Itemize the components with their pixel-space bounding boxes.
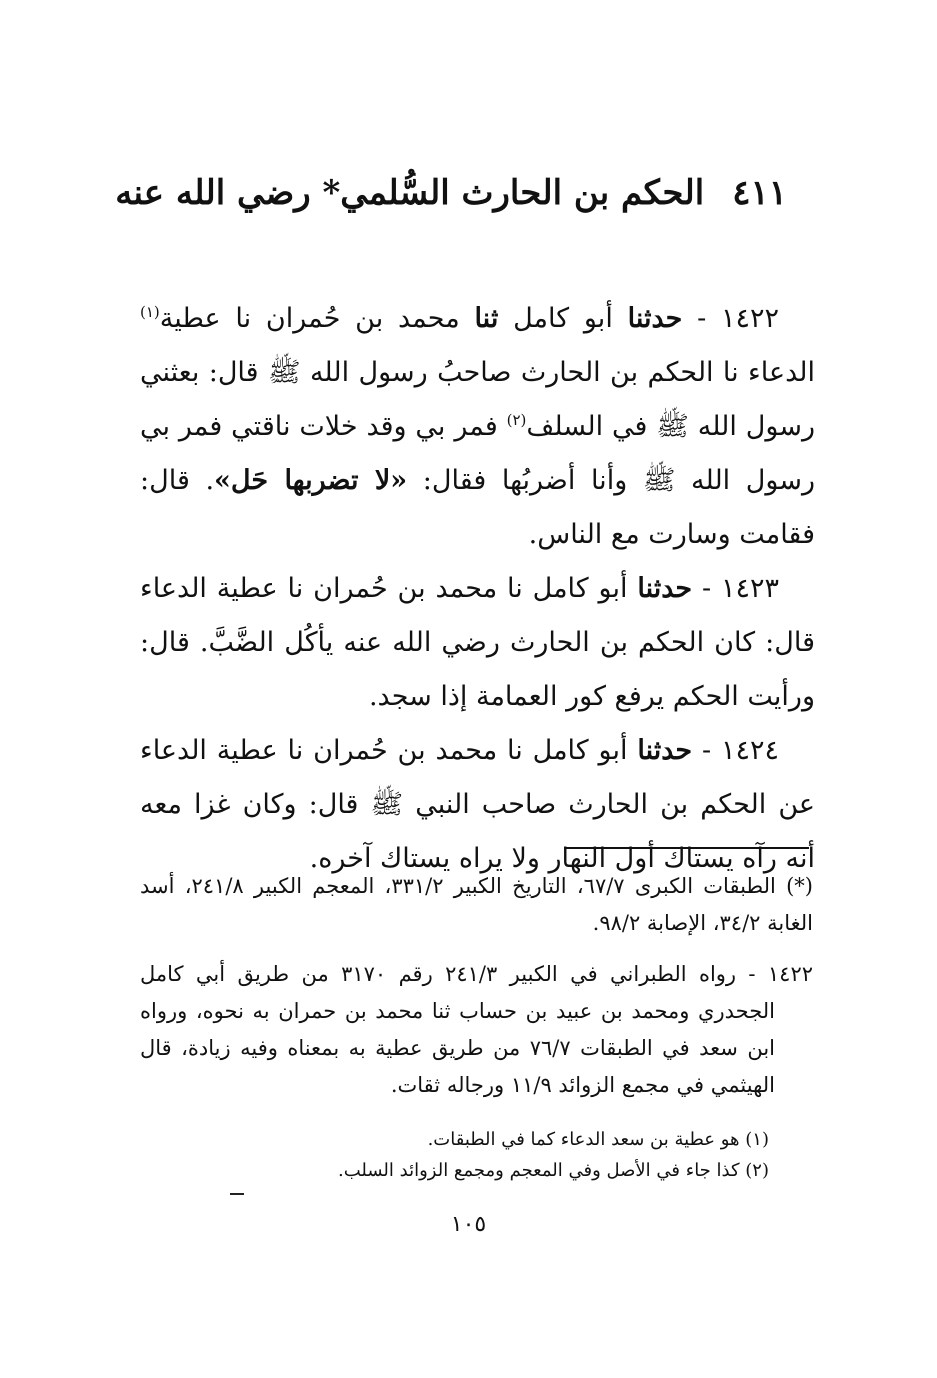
hadith-number: ١٤٢٢ xyxy=(721,303,780,334)
hadith-lead: حدثنا xyxy=(637,735,693,766)
page-number: ١٠٥ xyxy=(450,1212,487,1237)
footnote-ref: (١) xyxy=(140,303,160,321)
chapter-title xyxy=(115,171,787,215)
footnote-ref: (٢) xyxy=(506,411,527,429)
footnotes xyxy=(140,1124,769,1186)
hadith-number: ١٤٢٣ xyxy=(720,573,779,604)
hadith-text: الدعاء نا الحكم بن الحارث صاحبُ رسول الله ﷺ قال: بعثني رسول الله ﷺ في السلف xyxy=(140,357,815,442)
hadith-text: محمد بن حُمران نا عطية xyxy=(159,303,460,334)
hadith-bold-word: ثنا xyxy=(474,303,499,334)
stray-mark xyxy=(230,1193,244,1195)
chapter-title-text: الحكم بن الحارث السُّلمي* رضي الله عنه xyxy=(115,172,705,213)
hadith-text: أبو كامل نا محمد بن حُمران نا عطية الدعاء قال: كان الحكم بن الحارث رضي الله عنه يأكُل الضَّبَّ. قال: ورأيت الحكم يرفع كور العمامة إذا سجد. xyxy=(140,573,815,712)
hadith-body xyxy=(140,292,815,886)
hadith-1423: ١٤٢٣ - حدثنا أبو كامل نا محمد بن حُمران نا عطية الدعاء قال: كان الحكم بن الحارث رضي الله عنه يأكُل الضَّبَّ. قال: ورأيت الحكم يرفع كور العمامة إذا سجد. xyxy=(140,573,815,712)
hadith-number: ١٤٢٤ xyxy=(720,735,779,766)
hadith-text: فمر بي وقد خلات ناقتي فمر بي رسول الله ﷺ وأنا أضربُها فقال: xyxy=(140,411,815,496)
footnote-1: (١) هو عطية بن سعد الدعاء كما في الطبقات. xyxy=(427,1129,769,1150)
note-1422: ١٤٢٢ - رواه الطبراني في الكبير ٢٤١/٣ رقم ٣١٧٠ من طريق أبي كامل الجحدري ومحمد بن عبيد بن حساب ثنا محمد بن حمران به نحوه، ورواه ابن سعد في الطبقات ٧٦/٧ من طريق عطية به بمعناه وفيه زيادة، قال الهيثمي في مجمع الزوائد ١١/٩ ورجاله ثقات. xyxy=(140,962,814,1097)
footnote-2: (٢) كذا جاء في الأصل وفي المعجم ومجمع الزوائد السلب. xyxy=(338,1160,769,1181)
takhrij-notes xyxy=(140,868,813,1104)
hadith-text: . قال: فقامت وسارت مع الناس. xyxy=(140,465,815,550)
chapter-number: ٤١١ xyxy=(732,172,787,213)
hadith-text: أبو كامل xyxy=(513,303,613,334)
note-sources: (*) الطبقات الكبرى ٦٧/٧، التاريخ الكبير ٣٣١/٢، المعجم الكبير ٢٤١/٨، أسد الغابة ٣٤/٢، الإصابة ٩٨/٢. xyxy=(140,874,813,935)
hadith-1422: ١٤٢٢ - حدثنا أبو كامل ثنا محمد بن حُمران نا عطية$^{(١)}$ الدعاء نا الحكم بن الحارث صاحبُ رسول الله ﷺ قال: بعثني رسول الله ﷺ في السلف$^{(٢)}$ فمر بي وقد خلات ناقتي فمر بي رسول الله ﷺ وأنا أضربُها فقال: «لا تضربها حَل». قال: فقامت وسارت مع الناس. xyxy=(140,303,815,550)
hadith-lead: حدثنا xyxy=(627,303,683,334)
hadith-lead: حدثنا xyxy=(637,573,693,604)
hadith-1424: ١٤٢٤ - حدثنا أبو كامل نا محمد بن حُمران نا عطية الدعاء عن الحكم بن الحارث صاحب النبي ﷺ قال: وكان غزا معه أنه رآه يستاك أول النهار ولا يراه يستاك آخره. xyxy=(140,735,815,874)
footnote-divider xyxy=(564,847,809,849)
hadith-text: أبو كامل نا محمد بن حُمران نا عطية الدعاء عن الحكم بن الحارث صاحب النبي ﷺ قال: وكان غزا معه أنه رآه يستاك أول النهار ولا يراه يستاك آخره. xyxy=(140,735,815,874)
prophet-quote: «لا تضربها حَل» xyxy=(214,465,408,496)
